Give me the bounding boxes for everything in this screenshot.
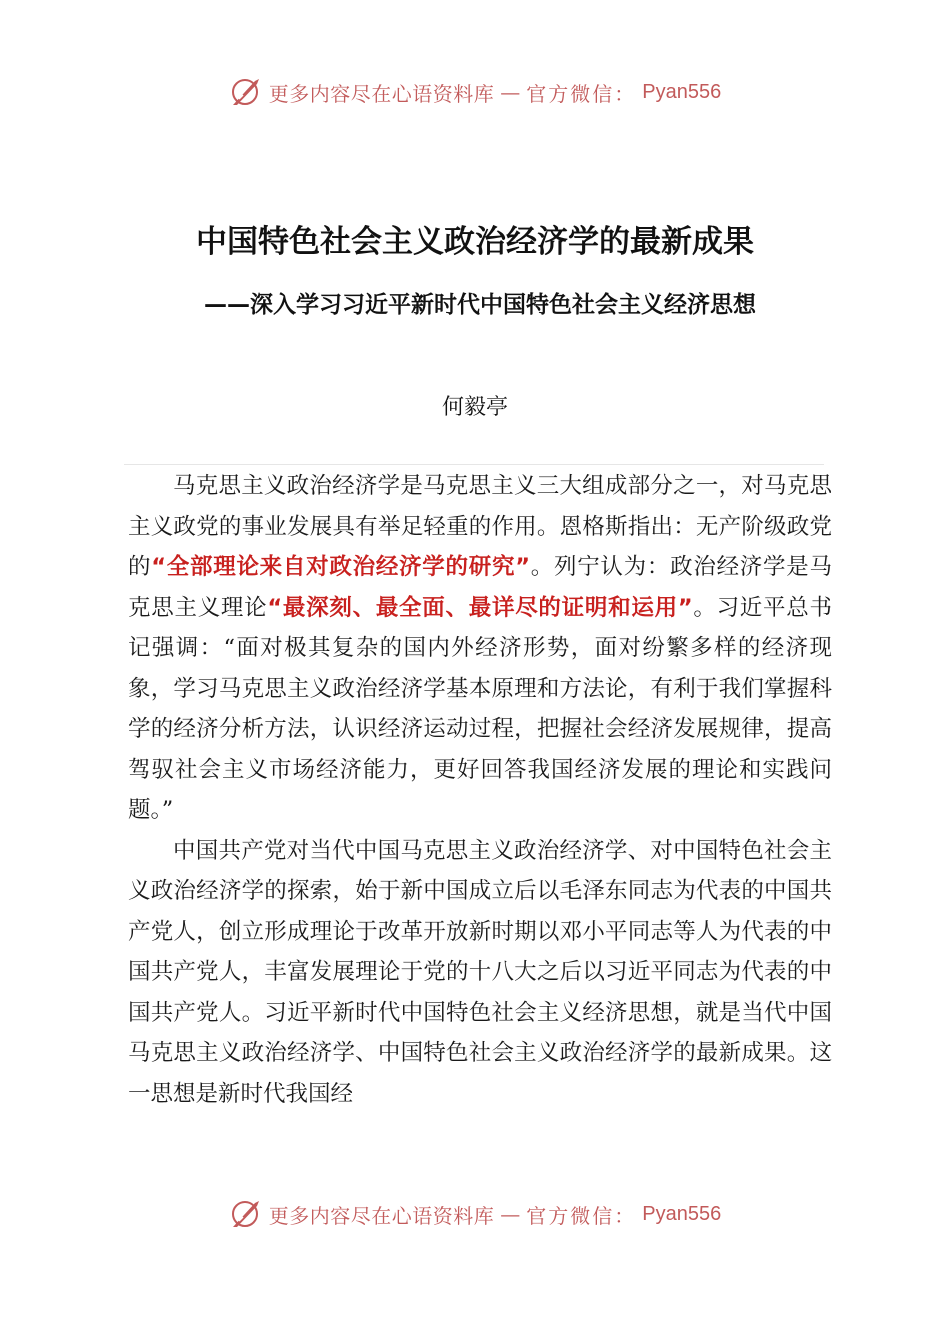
article-title: 中国特色社会主义政治经济学的最新成果 xyxy=(196,224,754,260)
banner-separator: — xyxy=(500,80,521,104)
banner-wechat-label: 官方微信： xyxy=(526,81,637,106)
footer-banner-separator: — xyxy=(500,1202,521,1226)
footer-banner-wechat-id: Pyan556 xyxy=(642,1202,722,1225)
quote-lenin: “最深刻、最全面、最详尽的证明和运用” xyxy=(267,594,693,621)
article-subtitle: ——深入学习习近平新时代中国特色社会主义经济思想 xyxy=(204,292,756,318)
article-body xyxy=(128,466,832,1114)
footer-banner-wechat-label: 官方微信： xyxy=(526,1203,637,1228)
quill-pen-logo-icon xyxy=(229,1197,263,1231)
article-author: 何毅亭 xyxy=(441,395,508,420)
banner-main-text: 更多内容尽在心语资料库 xyxy=(268,81,495,106)
paragraph-1-text-a: 马克思主义政治经济学是马克思主义三大组成部分之一，对马克思主义政党的事业发展具有举足轻重的作用。恩格斯指出：无产阶级政党的 xyxy=(128,473,832,580)
paragraph-2: 中国共产党对当代中国马克思主义政治经济学、对中国特色社会主义政治经济学的探索，始于新中国成立后以毛泽东同志为代表的中国共产党人，创立形成理论于改革开放新时期以邓小平同志等人为代表的中国共产党人，丰富发展理论于党的十八大之后以习近平同志为代表的中国共产党人。习近平新时代中国特色社会主义经济思想，就是当代中国马克思主义政治经济学、中国特色社会主义政治经济学的最新成果。这一思想是新时代我国经 xyxy=(128,837,832,1107)
paragraph-1 xyxy=(128,466,832,831)
title-divider xyxy=(124,464,824,465)
banner-wechat-id: Pyan556 xyxy=(642,80,722,103)
quill-pen-logo-icon xyxy=(229,75,263,109)
footer-banner-main-text: 更多内容尽在心语资料库 xyxy=(268,1203,495,1228)
header-banner xyxy=(0,72,950,112)
paragraph-1-text-c: 。习近平总书记强调：“面对极其复杂的国内外经济形势，面对纷繁多样的经济现象，学习马克思主义政治经济学基本原理和方法论，有利于我们掌握科学的经济分析方法，认识经济运动过程，把握社会经济发展规律，提高驾驭社会主义市场经济能力，更好回答我国经济发展的理论和实践问题。” xyxy=(128,594,832,823)
footer-banner xyxy=(0,1194,950,1234)
quote-engels: “全部理论来自对政治经济学的研究” xyxy=(151,554,530,580)
paragraph-1-text-b: 。列宁认为：政治经济学是马克思主义理论 xyxy=(128,554,832,621)
